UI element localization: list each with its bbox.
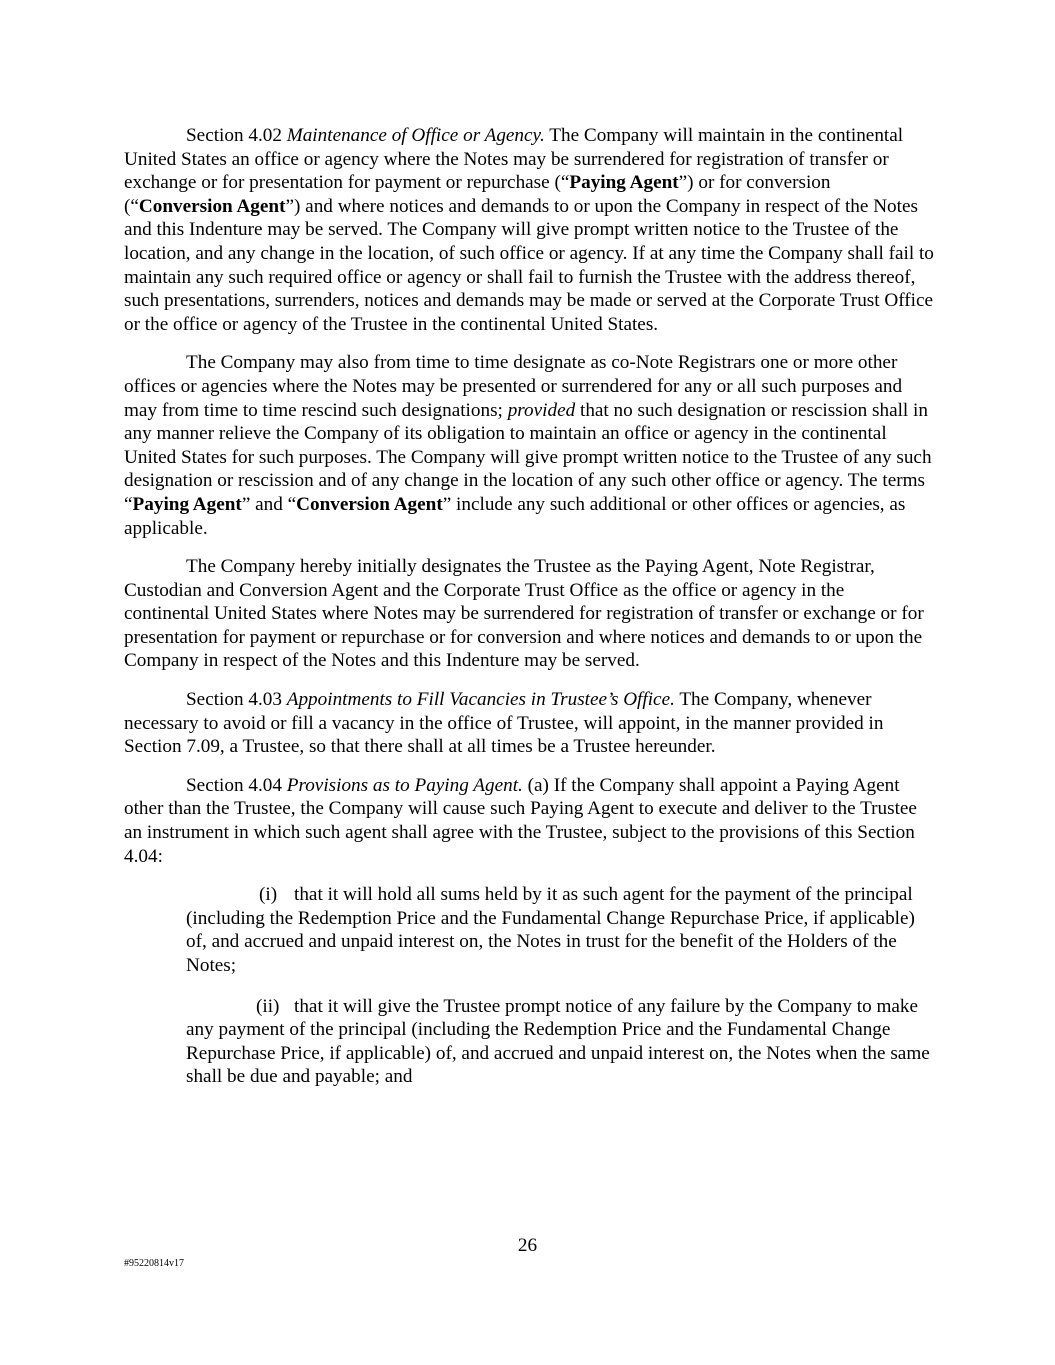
section-title: Provisions as to Paying Agent. [286,774,523,796]
paragraph-text: The Company may also from time to time designate as co-Note Registrars one or more other offices or agencies where the Notes may be presented or surrendered for any or all such purposes and may from time to time rescind such designations; [124,352,903,421]
paragraph-text: that no such designation or rescission shall in any manner relieve the Company of its obligation to maintain an office or agency in the continental United States for such purposes. The Company will give prompt written notice to the Trustee of any such designation or rescission and of any change in the location of any such other office or agency. The terms “ [124,399,932,515]
defined-term-paying-agent: Paying Agent [569,172,679,194]
paragraph-text: The Company, whenever necessary to avoid or fill a vacancy in the office of Trustee, will appoint, in the manner provided in Section 7.09, a Trustee, so that there shall at all times be a Trustee hereunder. [124,689,884,758]
paragraph-text: ”) and where notices and demands to or upon the Company in respect of the Notes and this Indenture may be served. The Company will give prompt written notice to the Trustee of the location, and any change in the location, of such office or agency. If at any time the Company shall fail to maintain any such required office or agency or shall fail to furnish the Trustee with the address thereof, such presentations, surrenders, notices and demands may be made or served at the Corporate Trust Office or the office or agency of the Trustee in the continental United States. [124,195,934,335]
list-item [186,883,934,977]
emphasis-provided: provided [507,399,576,421]
paragraph-text: ”) or for conversion (“ [124,172,831,217]
page-number: 26 [517,1235,538,1256]
document-body [124,124,934,1106]
list-item-number: (ii) [256,995,280,1017]
defined-term-conversion-agent: Conversion Agent [138,195,286,217]
list-item [186,995,934,1089]
paragraph-text: (a) If the Company shall appoint a Paying Agent other than the Trustee, the Company will cause such Paying Agent to execute and deliver to the Trustee an instrument in which such agent shall agree with the Trustee, subject to the provisions of this Section 4.04: [124,774,917,867]
section-number: Section 4.02 [186,125,287,146]
section-4-03-paragraph [124,688,934,759]
list-item-text: that it will hold all sums held by it as such agent for the payment of the principal (including the Redemption Price and the Fundamental Change Repurchase Price, if applicable) of, and accrued and unpaid interest on, the Notes in trust for the benefit of the Holders of the Notes; [186,884,915,976]
section-title: Appointments to Fill Vacancies in Trustee’s Office. [286,689,675,711]
paragraph-text: The Company will maintain in the continental United States an office or agency where the Notes may be surrendered for registration of transfer or exchange or for presentation for payment or repurchase (“ [124,125,904,194]
section-title: Maintenance of Office or Agency. [286,125,545,146]
co-note-registrars-paragraph [124,351,934,540]
section-number: Section 4.03 [186,689,287,711]
document-id: #95220814v17 [124,1258,184,1269]
initial-designation-paragraph [124,555,934,673]
paragraph-text: The Company hereby initially designates the Trustee as the Paying Agent, Note Registrar, Custodian and Conversion Agent and the Corporate Trust Office as the office or agency in the continental United States where Notes may be surrendered for registration of transfer or exchange or for presentation for payment or repurchase or for conversion and where notices and demands to or upon the Company in respect of the Notes and this Indenture may be served. [124,556,924,672]
section-number: Section 4.04 [186,774,287,796]
list-item-text: that it will give the Trustee prompt notice of any failure by the Company to make any payment of the principal (including the Redemption Price and the Fundamental Change Repurchase Price, if applicable) of, and accrued and unpaid interest on, the Notes when the same shall be due and payable; and [186,995,930,1088]
paragraph-text: ” include any such additional or other offices or agencies, as applicable. [124,493,906,539]
list-item-number: (i) [259,884,278,906]
defined-term-paying-agent: Paying Agent [132,493,242,515]
defined-term-conversion-agent: Conversion Agent [296,493,443,515]
section-4-02-paragraph [124,124,934,336]
paragraph-text: ” and “ [241,493,297,515]
section-4-04-paragraph [124,774,934,868]
